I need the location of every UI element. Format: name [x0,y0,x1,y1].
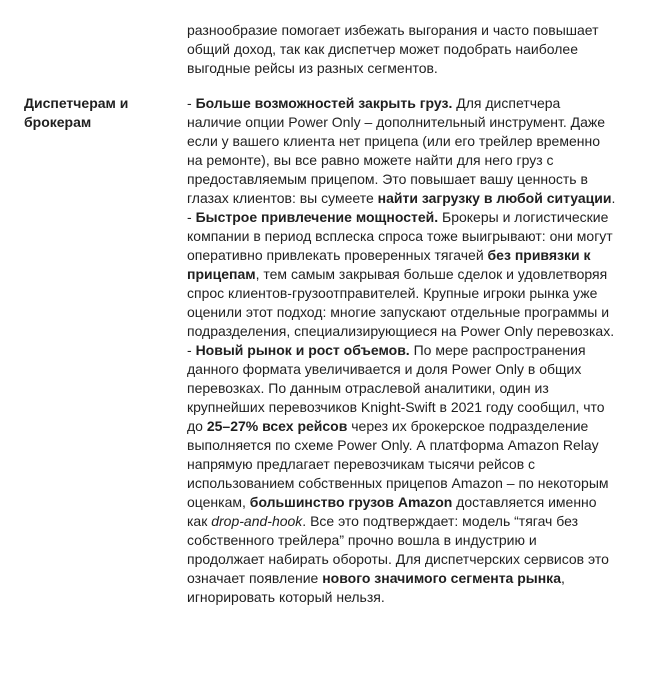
point-text: По мере распространения данного формата увеличивается и доля Power Only в общих перевозках. По данным отраслевой аналитики, один из крупнейших перевозчиков Knight-Swift в 2021 году сообщил, что до [187,342,605,434]
point-emphasis: 25–27% всех рейсов [206,418,348,434]
point-text: , игнорировать который нельзя. [187,570,565,605]
point-text: . [611,190,616,206]
point-title: Быстрое привлечение мощностей. [195,209,439,225]
point-text: , тем самым закрывая больше сделок и удовлетворяя спрос клиентов-грузоотправителей. Крупные игроки рынка уже оценили этот подход: многие запускают отдельные программы и подразделения, специализирующиеся на Power Only перевозках. [187,266,615,339]
point-text: через их брокерское подразделение выполняется по схеме Power Only. А платформа Amazon Relay напрямую предлагает перевозчикам тысячи рейсов с использованием собственных прицепов Amazon – по некоторым оценкам, [187,418,609,510]
point-emphasis: без привязки к прицепам [187,247,591,282]
point-title: Новый рынок и рост объемов. [195,342,410,358]
point-text: Брокеры и логистические компании в период всплеска спроса тоже выигрывают: они могут оперативно привлекать проверенных тягачей [187,209,613,263]
point-fast-capacity [187,208,617,341]
paragraph: разнообразие помогает избежать выгорания и часто повышает общий доход, так как диспетчер может подобрать наиболее выгодные рейсы из разных сегментов. [187,22,599,76]
point-emphasis: найти загрузку в любой ситуации [377,190,612,206]
point-emphasis: большинство грузов Amazon [249,494,453,510]
point-text: . Все это подтверждает: модель “тягач без собственного трейлера” прочно вошла в индустрию и продолжает набирать обороты. Для диспетчерских сервисов это означает появление [187,513,609,586]
bullet-dash: - [187,209,196,225]
point-text: доставляется именно как [187,494,597,529]
row-label: Диспетчерам и брокерам [24,95,129,130]
point-more-opportunities [187,94,617,208]
content-cell [187,94,617,607]
content-cell [187,21,617,78]
point-emphasis: нового значимого сегмента рынка [322,570,561,586]
point-italic-term: drop-and-hook [211,513,303,529]
bullet-dash: - [187,342,196,358]
point-text: Для диспетчера наличие опции Power Only – дополнительный инструмент. Даже если у вашего клиента нет прицепа (или его трейлер временно на ремонте), вы все равно можете найти для него груз с предоставляемым прицепом. Это повышает вашу ценность в глазах клиентов: вы сумеете [187,95,606,206]
bullet-dash: - [187,95,196,111]
point-title: Больше возможностей закрыть груз. [195,95,453,111]
point-new-market [187,341,617,607]
